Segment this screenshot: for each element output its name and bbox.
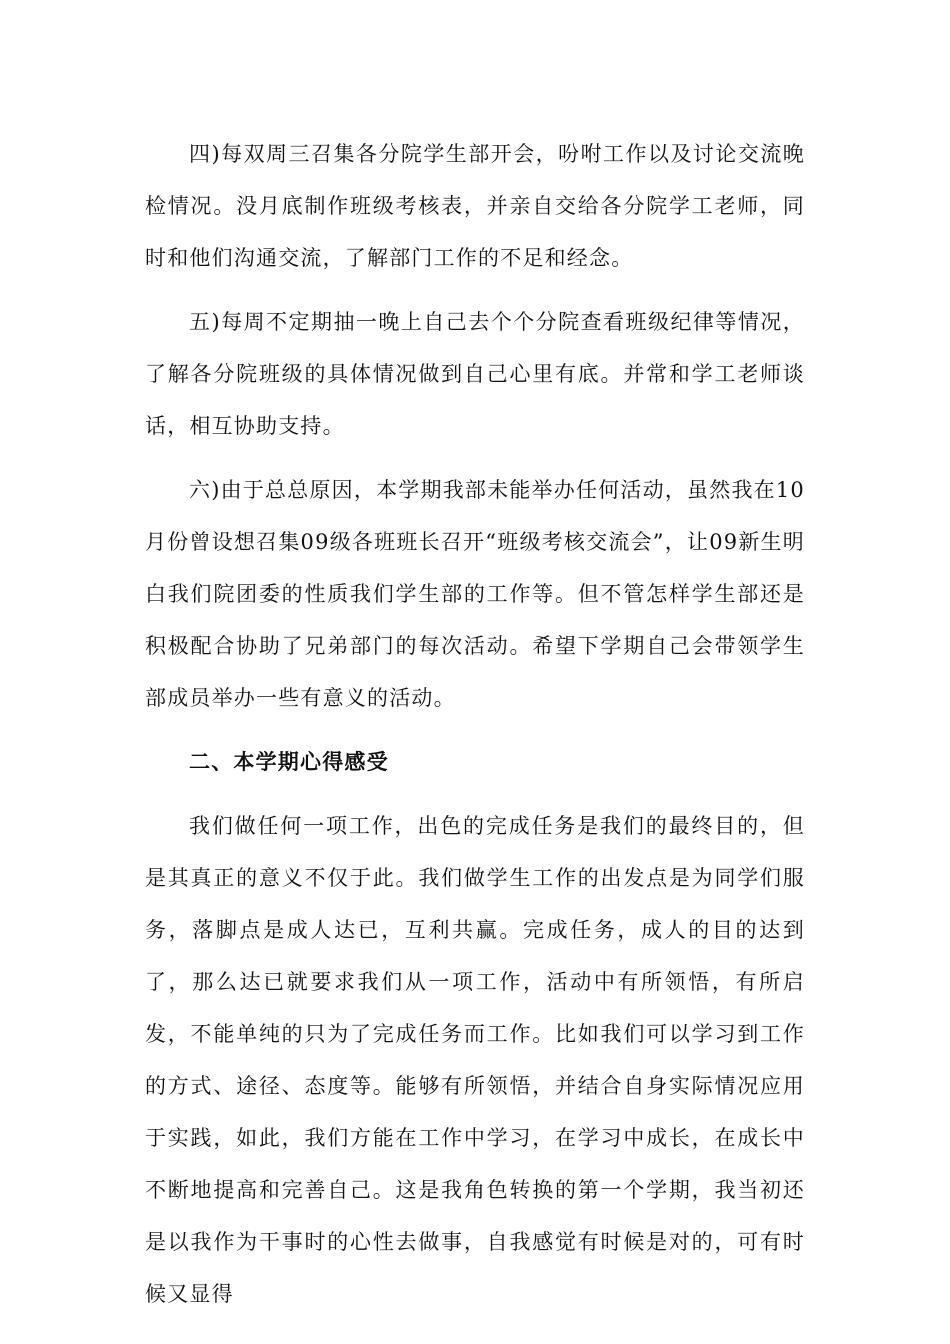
section-heading: 二、本学期心得感受 (189, 750, 389, 774)
paragraph-item-4: 四)每双周三召集各分院学生部开会，吩咐工作以及讨论交流晚检情况。没月底制作班级考核表，并亲自交给各分院学工老师，同时和他们沟通交流，了解部门工作的不足和经念。 (145, 142, 805, 270)
section-paragraph: 我们做任何一项工作，出色的完成任务是我们的最终目的，但是其真正的意义不仅于此。我们做学生工作的出发点是为同学们服务，落脚点是成人达已，互利共赢。完成任务，成人的目的达到了，那么达已就要求我们从一项工作，活动中有所领悟，有所启发，不能单纯的只为了完成任务而工作。比如我们可以学习到工作的方式、途径、态度等。能够有所领悟，并结合自身实际情况应用于实践，如此，我们方能在工作中学习，在学习中成长，在成长中不断地提高和完善自己。这是我角色转换的第一个学期，我当初还是以我作为干事时的心性去做事，自我感觉有时候是对的，可有时候又显得 (145, 814, 805, 1306)
paragraph-item-5: 五)每周不定期抽一晚上自己去个个分院查看班级纪律等情况，了解各分院班级的具体情况做到自己心里有底。并常和学工老师谈话，相互协助支持。 (145, 310, 805, 438)
document-body (145, 128, 805, 1332)
paragraph-item-6: 六)由于总总原因，本学期我部未能举办任何活动，虽然我在10月份曾设想召集09级各班班长召开“班级考核交流会”，让09新生明白我们院团委的性质我们学生部的工作等。但不管怎样学生部还是积极配合协助了兄弟部门的每次活动。希望下学期自己会带领学生部成员举办一些有意义的活动。 (145, 478, 805, 710)
